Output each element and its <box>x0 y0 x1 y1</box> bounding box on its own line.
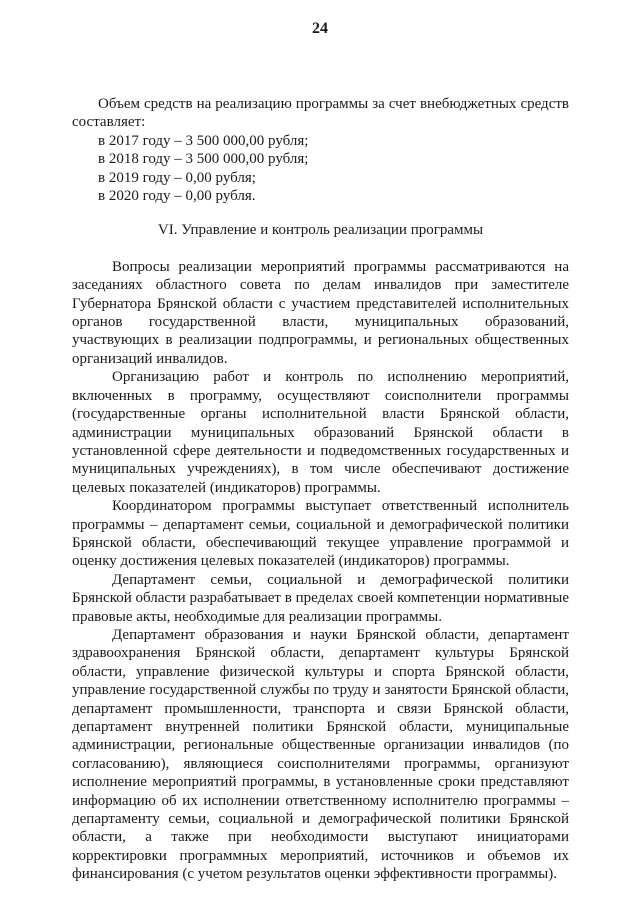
paragraph: Координатором программы выступает ответственный исполнитель программы – департамент семьи, социальной и демографической политики Брянской области, обеспечивающий текущее управление программой и оценку достижения целевых показателей (индикаторов) программы. <box>72 498 569 570</box>
page-number: 24 <box>312 20 328 37</box>
paragraph: Вопросы реализации мероприятий программы рассматриваются на заседаниях областного совета по делам инвалидов при заместителе Губернатора Брянской области с участием представителей исполнительных органов государственной власти, муниципальных образований, участвующих в реализации подпрограммы, и региональных общественных организаций инвалидов. <box>72 258 569 367</box>
paragraph: Департамент образования и науки Брянской области, департамент здравоохранения Брянской области, департамент культуры Брянской области, управление физической культуры и спорта Брянской области, управление государственной службы по труду и занятости Брянской области, департамент промышленности, транспорта и связи Брянской области, департамент внутренней политики Брянской области, муниципальные администрации, региональные общественные организации инвалидов (по согласованию), являющиеся соисполнителями программы, организуют исполнение мероприятий программы, в установленные сроки представляют информацию об их исполнении ответственному исполнителю программы – департаменту семьи, социальной и демографической политики Брянской области, а также при необходимости выступают инициаторами корректировки программных мероприятий, источников и объемов их финансирования (с учетом результатов оценки эффективности программы). <box>72 626 569 883</box>
document-body <box>72 95 569 884</box>
funding-item-2019: в 2019 году – 0,00 рубля; <box>98 169 256 186</box>
paragraph: Организацию работ и контроль по исполнению мероприятий, включенных в программу, осуществляют соисполнители программы (государственные органы исполнительной власти Брянской области, администрации муниципальных образований Брянской области в установленной сфере деятельности и подведомственных государственных и муниципальных учреждениях), в том числе обеспечивают достижение целевых показателей (индикаторов) программы. <box>72 369 569 496</box>
funding-list <box>72 132 569 206</box>
funding-item-2020: в 2020 году – 0,00 рубля. <box>98 188 256 205</box>
funding-item-2018: в 2018 году – 3 500 000,00 рубля; <box>98 151 309 168</box>
paragraph: Департамент семьи, социальной и демографической политики Брянской области разрабатывает в пределах своей компетенции нормативные правовые акты, необходимые для реализации программы. <box>72 571 569 625</box>
funding-item-2017: в 2017 году – 3 500 000,00 рубля; <box>98 132 309 149</box>
section-heading: VI. Управление и контроль реализации программы <box>157 222 484 239</box>
funding-intro: Объем средств на реализацию программы за счет внебюджетных средств составляет: <box>72 96 569 131</box>
